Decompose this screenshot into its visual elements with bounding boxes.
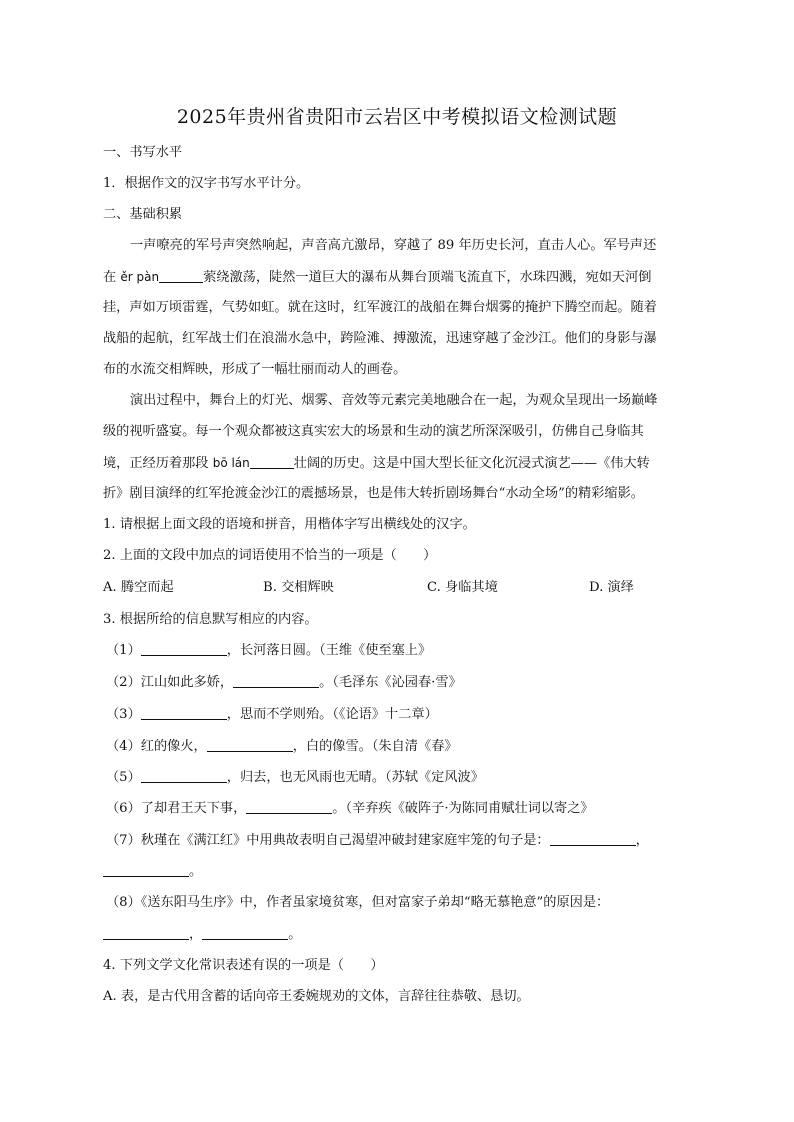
text-segment: （5） [106,770,141,785]
question-1: 1. 请根据上面文段的语境和拼音，用楷体字写出横线处的汉字。 [103,517,476,532]
fill-blank[interactable] [103,862,189,877]
recite-item-3 [106,705,438,725]
text-segment: （7）秋瑾在《满江红》中用典故表明自己渴望冲破封建家庭牢笼的句子是： [106,833,550,848]
pinyin-hint: ěr pàn [120,270,160,284]
text-segment: ，思而不学则殆。（《论语》十二章） [226,707,438,722]
text-segment: （6）了却君王天下事， [106,801,247,816]
text-segment: （1） [106,643,141,658]
passage-line: 级的视听盛宴。每一个观众都被这真实宏大的场景和生动的演艺所深深吸引，仿佛自己身临其 [103,424,644,439]
passage-line: 演出过程中，舞台上的灯光、烟雾、音效等元素完美地融合在一起，为观众呈现出一场巅峰 [130,393,658,408]
recite-item-1 [106,641,431,661]
passage-line: 战船的起航，红军战士们在浪湍水急中，跨险滩、搏激流，迅速穿越了金沙江。他们的身影与瀑 [103,331,657,346]
recite-item-8: （8）《送东阳马生序》中，作者虽家境贫寒，但对富家子弟却“略无慕艳意”的原因是： [106,895,610,910]
fill-blank[interactable] [207,737,293,752]
option-b[interactable]: B. 交相辉映 [263,580,334,595]
fill-blank[interactable] [141,768,227,783]
text-segment: 。 [288,927,302,942]
text-segment: 。（毛泽东《沁园春·雪》 [319,675,462,690]
text-segment: 。 [189,864,203,879]
passage-line: 折》剧目演绎的红军抢渡金沙江的震撼场景，也是伟大转折剧场舞台“水动全场”的精彩缩影。 [103,486,644,501]
passage-line [103,453,650,474]
question-2-options [103,578,634,598]
option-a[interactable]: A. 腾空而起 [103,580,174,595]
text-segment: （4）红的像火， [106,739,207,754]
recite-item-8-continued [103,925,301,945]
text-segment: ，归去，也无风雨也无晴。（苏轼《定风波》 [226,770,484,785]
text-segment: ，长河落日圆。（王维《使至塞上》 [226,643,432,658]
fill-blank[interactable] [159,268,203,283]
option-c[interactable]: C. 身临其境 [427,580,498,595]
pinyin-hint: bō lán [212,456,250,470]
text-segment: 壮阔的历史。这是中国大型长征文化沉浸式演艺——《伟大转 [293,456,650,471]
passage-line [103,267,651,288]
fill-blank[interactable] [233,673,319,688]
option-d[interactable]: D. 演绎 [589,580,634,595]
question-2-stem: 2. 上面的文段中加点的词语使用不恰当的一项是（ ） [103,548,437,563]
fill-blank[interactable] [550,831,636,846]
question-3-stem: 3. 根据所给的信息默写相应的内容。 [103,612,318,627]
recite-item-7-continued [103,862,202,882]
passage-line: 挂，声如万顷雷霆，气势如虹。就在这时，红军渡江的战船在舞台烟雾的掩护下腾空而起。随着 [103,300,657,315]
text-segment: 在 [103,270,121,285]
recite-item-6 [106,799,594,819]
item-handwriting: 1．根据作文的汉字书写水平计分。 [103,176,310,191]
recite-item-4 [106,737,458,757]
text-segment: 。（辛弃疾《破阵子·为陈同甫赋壮词以寄之》 [332,801,594,816]
fill-blank[interactable] [141,705,227,720]
text-segment: 萦绕激荡，陡然一道巨大的瀑布从舞台顶端飞流直下，水珠四溅，宛如天河倒 [203,270,652,285]
fill-blank[interactable] [141,641,227,656]
fill-blank[interactable] [246,799,332,814]
passage-line: 一声嘹亮的军号声突然响起，声音高亢激昂，穿越了 89 年历史长河，直击人心。军号声还 [130,238,657,253]
fill-blank[interactable] [250,454,294,469]
text-segment: ， [635,833,649,848]
section-heading-basics: 二、基础积累 [103,207,183,222]
question-4-option-a[interactable]: A. 表，是古代用含蓄的话向帝王委婉规劝的文体，言辞往往恭敬、恳切。 [103,989,530,1004]
text-segment: （2）江山如此多娇， [106,675,234,690]
text-segment: 境，正经历着那段 [103,456,213,471]
question-4-stem: 4. 下列文学文化常识表述有误的一项是（ ） [103,958,384,973]
fill-blank[interactable] [103,925,189,940]
recite-item-2 [106,673,462,693]
text-segment: ， [189,927,203,942]
recite-item-5 [106,768,484,788]
fill-blank[interactable] [202,925,288,940]
section-heading-writing: 一、书写水平 [103,145,183,160]
text-segment: （3） [106,707,141,722]
recite-item-7 [106,831,649,851]
passage-line: 布的水流交相辉映，形成了一幅壮丽而动人的画卷。 [103,362,407,377]
exam-title: 2025年贵州省贵阳市云岩区中考模拟语文检测试题 [176,106,618,128]
text-segment: ，白的像雪。（朱自清《春》 [292,739,458,754]
